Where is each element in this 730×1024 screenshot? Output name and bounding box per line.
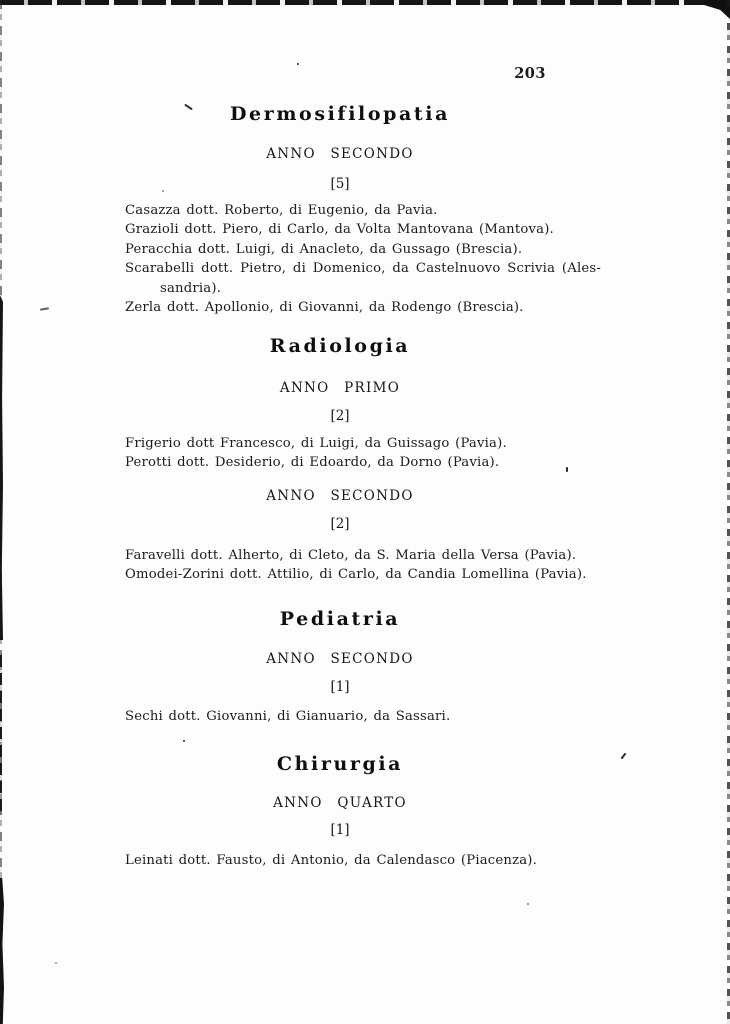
entry-line: Zerla dott. Apollonio, di Giovanni, da Rodengo (Brescia). — [125, 300, 524, 316]
year-heading: ANNO SECONDO — [266, 651, 414, 667]
entry-line: Sechi dott. Giovanni, di Gianuario, da Sassari. — [125, 709, 451, 724]
entry-list — [125, 707, 645, 726]
year-heading: ANNO SECONDO — [266, 146, 414, 162]
scan-speck — [40, 307, 49, 311]
section-title-radiologia: Radiologia — [269, 335, 411, 357]
entry-list — [125, 201, 645, 317]
year-heading: ANNO PRIMO — [279, 380, 401, 396]
entry-line: Grazioli dott. Piero, di Carlo, da Volta Mantovana (Mantova). — [125, 222, 554, 238]
page-number: 203 — [514, 65, 546, 82]
entry-line: Leinati dott. Fausto, di Antonio, da Calendasco (Piacenza). — [125, 853, 538, 868]
scan-speck — [527, 903, 529, 905]
entry-line: Frigerio dott Francesco, di Luigi, da Guissago (Pavia). — [125, 436, 507, 451]
scan-edge-top — [0, 0, 730, 5]
enrollment-count: [2] — [330, 408, 350, 424]
scan-speck — [55, 962, 57, 964]
entry-line: Omodei-Zorini dott. Attilio, di Carlo, da Candia Lomellina (Pavia). — [125, 567, 587, 583]
entry-line: Casazza dott. Roberto, di Eugenio, da Pavia. — [125, 203, 438, 218]
section-title-pediatria: Pediatria — [279, 608, 401, 630]
entry-list — [125, 546, 645, 585]
enrollment-count: [1] — [330, 679, 350, 695]
year-heading: ANNO SECONDO — [266, 488, 414, 504]
entry-line: Perotti dott. Desiderio, di Edoardo, da Dorno (Pavia). — [125, 455, 500, 471]
scan-edge-left-mark — [0, 878, 4, 1024]
section-title-chirurgia: Chirurgia — [276, 753, 404, 775]
entry-line: Faravelli dott. Alherto, di Cleto, da S. Maria della Versa (Pavia). — [125, 548, 577, 563]
enrollment-count: [5] — [330, 176, 350, 192]
entry-list — [125, 434, 645, 473]
scan-speck — [183, 740, 185, 742]
enrollment-count: [2] — [330, 516, 350, 532]
enrollment-count: [1] — [330, 822, 350, 838]
entry-line-continuation: sandria). — [160, 280, 222, 296]
section-title-dermosifilopatia: Dermosifilopatia — [229, 103, 451, 125]
entry-line: Peracchia dott. Luigi, di Anacleto, da Gussago (Brescia). — [125, 241, 523, 257]
entry-line: Scarabelli dott. Pietro, di Domenico, da Castelnuovo Scrivia (Ales- — [125, 261, 602, 277]
entry-list — [125, 851, 645, 870]
year-heading: ANNO QUARTO — [273, 795, 407, 811]
